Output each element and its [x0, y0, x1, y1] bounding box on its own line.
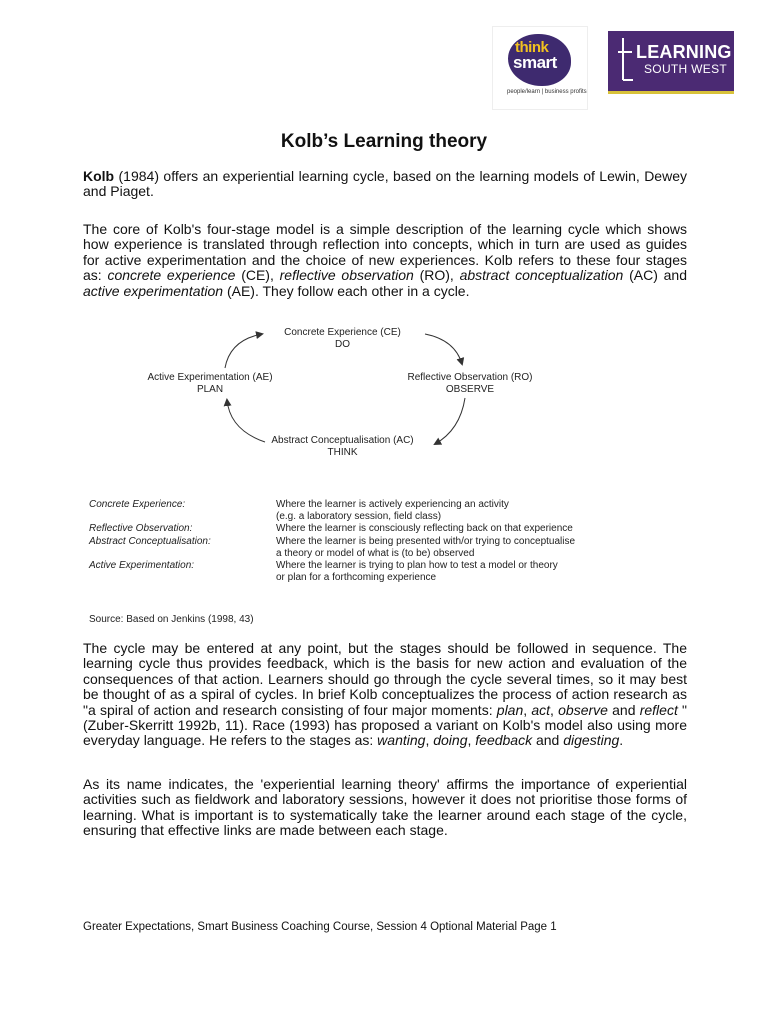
term-digesting: digesting — [563, 732, 620, 749]
definition-term: Active Experimentation: — [89, 560, 195, 572]
logo-smart-word: smart — [513, 53, 557, 72]
separator: , — [467, 732, 476, 749]
stage-active-experimentation — [130, 372, 290, 395]
source-citation: Source: Based on Jenkins (1998, 43) — [89, 614, 254, 625]
term-observe: observe — [558, 701, 608, 718]
separator: and — [607, 701, 640, 718]
core-text-3: (RO), — [413, 267, 460, 284]
kolb-name: Kolb — [83, 168, 115, 184]
definition-desc-cont: (e.g. a laboratory session, field class) — [276, 511, 442, 523]
logo-think-word: think — [515, 39, 549, 56]
stage-definitions — [89, 499, 629, 584]
separator: and — [532, 732, 564, 749]
term-wanting: wanting — [377, 732, 426, 749]
arrow-ce-to-ro — [425, 334, 462, 364]
definition-desc-cont: a theory or model of what is (to be) observed — [276, 547, 475, 559]
term-doing: doing — [433, 732, 468, 749]
stage-label: Abstract Conceptualisation (AC) — [271, 435, 414, 446]
definition-desc: Where the learner is trying to plan how to test a model or theory — [276, 560, 558, 572]
page-title: Kolb’s Learning theory — [280, 131, 488, 152]
definition-desc-cont: or plan for a forthcoming experience — [276, 572, 437, 584]
term-active-experimentation: active experimentation — [83, 282, 224, 299]
separator: , — [523, 701, 532, 718]
definition-term: Concrete Experience: — [89, 499, 186, 510]
term-plan: plan — [496, 701, 524, 718]
stage-verb: THINK — [327, 446, 358, 458]
arrow-ae-to-ce — [225, 334, 262, 368]
stage-verb: OBSERVE — [445, 383, 495, 395]
definition-row — [89, 536, 629, 560]
core-text-1: The core of Kolb's four-stage model is a simple description of the learning cycle which shows how experience is translated through reflection into concepts, which in turn are used as guides for active experimentation and the choice of new experiences. Kolb refers to these four stages as: — [83, 221, 687, 284]
core-text-2: (CE), — [235, 267, 280, 284]
page-footer: Greater Expectations, Smart Business Coaching Course, Session 4 Optional Material Page 1 — [83, 921, 557, 933]
cycle-text-2: " (Zuber-Skerritt 1992b, 11). Race (1993) has proposed a variant on Kolb's model also using more everyday language. He refers to the stages as: — [83, 701, 688, 749]
logo-south-west-text: SOUTH WEST — [644, 62, 727, 76]
separator: , — [550, 701, 559, 718]
definition-desc: Where the learner is consciously reflecting back on that experience — [276, 523, 573, 535]
logo-learning-text: LEARNING — [636, 42, 732, 62]
arrow-ro-to-ac — [435, 398, 465, 444]
definition-term: Abstract Conceptualisation: — [89, 535, 211, 547]
term-reflect: reflect — [639, 701, 683, 718]
core-text-4: (AC) and — [623, 267, 687, 284]
definition-term: Reflective Observation: — [89, 523, 193, 535]
cycle-text-1: The cycle may be entered at any point, but the stages should be followed in sequence. The learning cycle thus provides feedback, which is the basis for new action and evaluation of the consequences of that action. Learners should go through the cycle several times, so it may best be thought of as a spiral of cycles. In brief Kolb conceptualizes the process of action research as "a spiral of action and research consisting of four major moments: — [83, 640, 687, 718]
experiential-paragraph: As its name indicates, the 'experiential learning theory' affirms the importance of experiential activities such as fieldwork and laboratory sessions, however it does not prioritise those forms of learning. What is important is to systematically take the learner around each stage of the cycle, ensuring that effective links are made between each stage. — [83, 776, 687, 839]
stage-reflective-observation — [390, 372, 550, 395]
logo-tagline: people/learn | business profits — [507, 89, 587, 95]
stage-verb: DO — [335, 338, 350, 350]
cycle-paragraph — [83, 641, 687, 749]
definition-row — [89, 523, 629, 535]
term-act: act — [531, 701, 551, 718]
core-model-paragraph — [83, 222, 687, 299]
stage-abstract-conceptualisation — [255, 435, 430, 458]
term-reflective-observation: reflective observation — [279, 267, 414, 284]
definition-row — [89, 499, 629, 523]
term-feedback: feedback — [475, 732, 533, 749]
stage-label: Reflective Observation (RO) — [407, 372, 533, 383]
stage-concrete-experience — [260, 327, 425, 350]
learning-emblem-icon — [615, 36, 635, 84]
definition-row — [89, 560, 629, 584]
core-text-5: (AE). They follow each other in a cycle. — [223, 282, 470, 299]
intro-text: (1984) offers an experiential learning cycle, based on the learning models of Lewin, Dewey and Piaget. — [83, 168, 687, 200]
definition-desc: Where the learner is being presented with/or trying to conceptualise — [276, 535, 576, 547]
stage-verb: PLAN — [196, 383, 224, 395]
term-concrete-experience: concrete experience — [107, 267, 236, 284]
stage-label: Concrete Experience (CE) — [284, 327, 401, 338]
think-smart-logo — [492, 26, 588, 110]
stage-label: Active Experimentation (AE) — [147, 372, 273, 383]
period: . — [619, 732, 624, 749]
separator: , — [425, 732, 434, 749]
definition-desc: Where the learner is actively experiencing an activity — [276, 499, 509, 510]
intro-paragraph — [83, 169, 687, 200]
learning-cycle-diagram — [130, 320, 560, 465]
term-abstract-conceptualization: abstract conceptualization — [459, 267, 624, 284]
learning-south-west-logo — [608, 31, 734, 94]
